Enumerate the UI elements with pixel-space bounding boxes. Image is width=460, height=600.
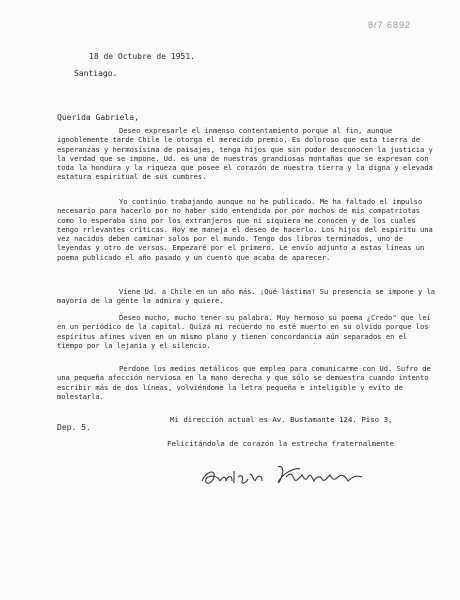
- address-line: Mi dirección actual es Av. Bustamante 124. Piso 3,: [170, 415, 393, 424]
- paragraph-4: [57, 313, 437, 350]
- salutation: Querida Gabriela,: [57, 113, 139, 122]
- letter-city: Santiago.: [74, 69, 118, 78]
- paragraph-5: [57, 364, 437, 401]
- paragraph-5-text: Perdone los medios metálicos que empleo para comunicarme con Ud. Sufro de una pequeña afección nerviosa en la mano derecha y que sólo se demuestra cuando intento escribir más de dos líneas, volviéndome la letra pequeña e inteligible y evito de molestarla.: [57, 364, 431, 401]
- paragraph-1: [57, 126, 437, 182]
- paragraph-2-text: Yo continúo trabajando aunque no he publicado. Me ha faltado el impulso necesario para hacerlo por no haber sido entendida por por muchos de mis compatriotas como lo esperaba sino por los extranjeros que ni siquiera me conocen y de los cuales tengo rrlevantes críticas. Hoy me maneja el deseo de hacerlo. Los hijos del espíritu una vez nacidos deben caminar solos por el mundo. Tengo dos libros terminados, uno de leyendas y otro de versos. Empezaré por el primero. Le envío adjunto a estas líneas un poema publicado el año pasado y un cuento que acaba de aparecer.: [57, 197, 433, 262]
- handwritten-signature: [196, 463, 376, 491]
- department-line: Dep. 5.: [57, 423, 91, 432]
- paragraph-3-text: Viene Ud. a Chile en un año más. ¡Qué lástima! Su presencia se impone y la mayoría de la gente la admira y quiere.: [57, 287, 436, 306]
- letter-date: 18 de Octubre de 1951.: [89, 52, 195, 61]
- archive-note: 8/7 6892: [368, 20, 412, 30]
- paragraph-2: [57, 197, 437, 262]
- paragraph-3: [57, 287, 437, 306]
- paragraph-4-text: Deseo mucho, mucho tener su palabra. Muy hermoso su poema ¿Credo" que leí en un periódico de la capital. Quizá mi recuerdo no esté muerto en su olvido porque los espíritus afines viven en un mismo plano y tienen concordancia aún separados en el tiempo por la lejanía y el silencio.: [57, 313, 431, 350]
- paragraph-1-text: Deseo expresarle el inmenso contentamiento porque al fin, aunque ignoblemente tarde Chile le otorga el merecido premio. Es doloroso que esta tierra de esperanzas y hermosísima de paisajes, tenga hijos que sin pudor desconocen la justicia y la verdad que se impone. Ud. es una de nuestras grandiosas montañas que se expresan con toda la hondura y la riqueza que posee el corazón de nuestra tierra y la digna y elevada estatura espiritual de sus cumbres.: [57, 126, 433, 182]
- closing-line: Felicitándola de corazón la estrecha fraternalmente: [167, 439, 394, 448]
